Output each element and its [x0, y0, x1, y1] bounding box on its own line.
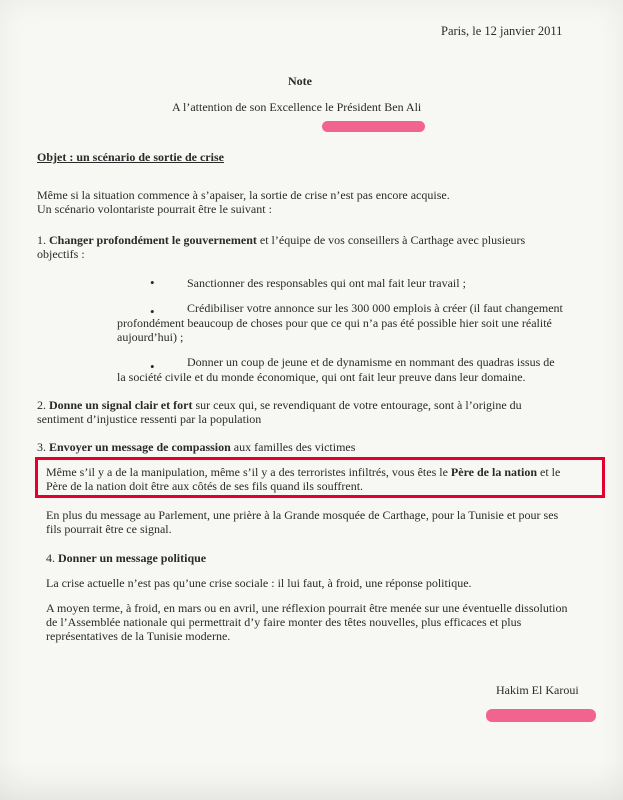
section-2-number: 2.: [37, 398, 46, 412]
section-2-heading: Donne un signal clair et fort: [49, 398, 193, 412]
intro-line-2: Un scénario volontariste pourrait être le suivant :: [37, 202, 272, 216]
box-line-1-end: et le: [540, 465, 561, 479]
section-3-after-line-2: fils pourrait être ce signal.: [46, 522, 172, 536]
section-1-line-2: objectifs :: [37, 247, 85, 261]
section-1-bullet-1: Sanctionner des responsables qui ont mal fait leur travail ;: [187, 276, 466, 290]
section-4-heading: Donner un message politique: [58, 551, 207, 565]
objet-heading: Objet : un scénario de sortie de crise: [37, 150, 224, 164]
section-4-line-1: [46, 551, 206, 565]
section-1-bullet-2-line-2: profondément beaucoup de choses pour que ce qui n’a pas été possible hier soit une réalité: [117, 316, 552, 330]
signature: Hakim El Karoui: [496, 683, 579, 697]
pink-highlight-top: [322, 121, 425, 132]
section-3-text: aux familles des victimes: [233, 440, 356, 454]
section-1-line-1: [37, 233, 525, 247]
box-line-2: Père de la nation doit être aux côtés de ses fils quand ils souffrent.: [46, 479, 364, 493]
pink-highlight-signature: [486, 709, 596, 722]
section-2-line-1: [37, 398, 522, 412]
bullet-marker: •: [150, 359, 155, 374]
section-4-p1: La crise actuelle n’est pas qu’une crise sociale : il lui faut, à froid, une réponse politique.: [46, 576, 472, 590]
section-3-heading: Envoyer un message de compassion: [49, 440, 231, 454]
section-2-text: sur ceux qui, se revendiquant de votre entourage, sont à l’origine du: [195, 398, 522, 412]
section-3-number: 3.: [37, 440, 46, 454]
section-1-bullet-2-line-3: aujourd’hui) ;: [117, 330, 184, 344]
section-4-p2-line-1: A moyen terme, à froid, en mars ou en avril, une réflexion pourrait être menée sur une éventuelle dissolution: [46, 601, 568, 615]
attention-line: A l’attention de son Excellence le Président Ben Ali: [172, 100, 422, 114]
section-1-bullet-3-line-2: la société civile et du monde économique, qui ont fait leur preuve dans leur domaine.: [117, 370, 526, 384]
section-4-p2-line-2: de l’Assemblée nationale qui permettrait d’y faire monter des têtes nouvelles, plus efficaces et plus: [46, 615, 522, 629]
section-1-bullet-2-line-1: Crédibiliser votre annonce sur les 300 000 emplois à créer (il faut changement: [187, 301, 563, 315]
document-title: Note: [288, 74, 312, 88]
section-1-heading: Changer profondément le gouvernement: [49, 233, 257, 247]
section-3-after-line-1: En plus du message au Parlement, une prière à la Grande mosquée de Carthage, pour la Tunisie et pour ses: [46, 508, 559, 522]
section-2-line-2: sentiment d’injustice ressenti par la population: [37, 412, 262, 426]
intro-line-1: Même si la situation commence à s’apaiser, la sortie de crise n’est pas encore acquise.: [37, 188, 450, 202]
date-line: Paris, le 12 janvier 2011: [441, 24, 563, 38]
section-4-p2-line-3: représentatives de la Tunisie moderne.: [46, 629, 231, 643]
bullet-marker: •: [150, 304, 155, 319]
section-1-number: 1.: [37, 233, 46, 247]
pere-de-la-nation: Père de la nation: [450, 465, 538, 479]
box-line-1-text: Même s’il y a de la manipulation, même s’il y a des terroristes infiltrés, vous êtes le: [46, 465, 448, 479]
section-4-number: 4.: [46, 551, 55, 565]
box-line-1: [46, 465, 560, 479]
section-1-bullet-3-line-1: Donner un coup de jeune et de dynamisme en nommant des quadras issus de: [187, 355, 555, 369]
bullet-marker: •: [150, 275, 155, 290]
section-1-text: et l’équipe de vos conseillers à Carthage avec plusieurs: [259, 233, 526, 247]
section-3-line-1: [37, 440, 355, 454]
